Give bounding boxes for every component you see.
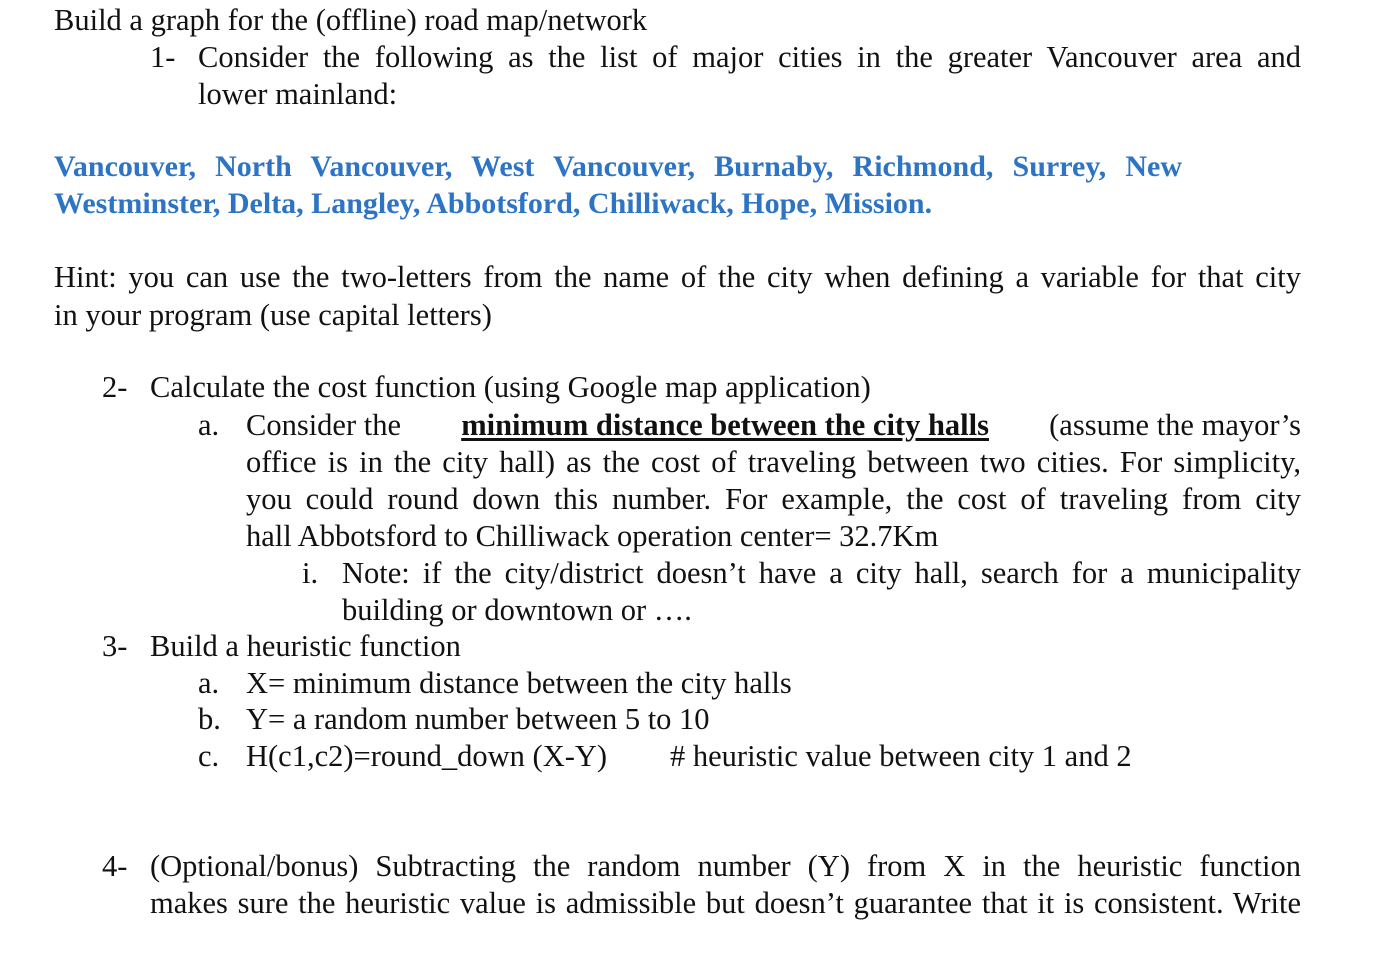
item-2a-line-4: hall Abbotsford to Chilliwack operation center= 32.7Km bbox=[246, 519, 939, 553]
item-2-title: Calculate the cost function (using Google map application) bbox=[150, 370, 871, 404]
item-2i-line-1: Note: if the city/district doesn’t have a city hall, search for a municipality bbox=[342, 556, 1301, 590]
item-2a-line-1 bbox=[246, 407, 1301, 443]
item-2a-line-3: you could round down this number. For example, the cost of traveling from city bbox=[246, 482, 1301, 516]
cities-line-2: Westminster, Delta, Langley, Abbotsford, Chilliwack, Hope, Mission. bbox=[54, 187, 933, 220]
item-2i-line-2: building or downtown or …. bbox=[342, 593, 692, 627]
item-1-line-1: Consider the following as the list of major cities in the greater Vancouver area and bbox=[198, 40, 1301, 74]
item-3a-text: X= minimum distance between the city halls bbox=[246, 666, 792, 700]
hint-line-1: Hint: you can use the two-letters from the name of the city when defining a variable for that city bbox=[54, 260, 1301, 294]
item-2a-label: a. bbox=[198, 408, 220, 442]
item-3c-text: H(c1,c2)=round_down (X-Y) bbox=[246, 739, 608, 773]
item-2-number: 2- bbox=[102, 370, 128, 404]
item-2i-label: i. bbox=[302, 556, 319, 590]
item-3a-label: a. bbox=[198, 666, 220, 700]
cities-line-1: Vancouver, North Vancouver, West Vancouver, Burnaby, Richmond, Surrey, New bbox=[54, 150, 1182, 183]
heading: Build a graph for the (offline) road map/network bbox=[54, 3, 648, 37]
item-1-line-2: lower mainland: bbox=[198, 77, 398, 111]
item-4-line-2: makes sure the heuristic value is admissible but doesn’t guarantee that it is consistent. Write bbox=[150, 886, 1301, 920]
item-3b-text: Y= a random number between 5 to 10 bbox=[246, 702, 710, 736]
item-4-number: 4- bbox=[102, 849, 128, 883]
item-3c-label: c. bbox=[198, 739, 220, 773]
item-3c-comment: # heuristic value between city 1 and 2 bbox=[670, 739, 1132, 773]
item-3-title: Build a heuristic function bbox=[150, 629, 461, 663]
item-2a-pre: Consider the bbox=[246, 408, 402, 442]
item-3-number: 3- bbox=[102, 629, 128, 663]
item-3b-label: b. bbox=[198, 702, 221, 736]
item-1-number: 1- bbox=[150, 40, 176, 74]
hint-line-2: in your program (use capital letters) bbox=[54, 298, 492, 332]
item-2a-emphasis: minimum distance between the city halls bbox=[461, 408, 989, 442]
item-2a-post: (assume the mayor’s bbox=[1049, 408, 1301, 442]
item-4-line-1: (Optional/bonus) Subtracting the random number (Y) from X in the heuristic function bbox=[150, 849, 1301, 883]
item-2a-line-2: office is in the city hall) as the cost of traveling between two cities. For simplicity, bbox=[246, 445, 1301, 479]
